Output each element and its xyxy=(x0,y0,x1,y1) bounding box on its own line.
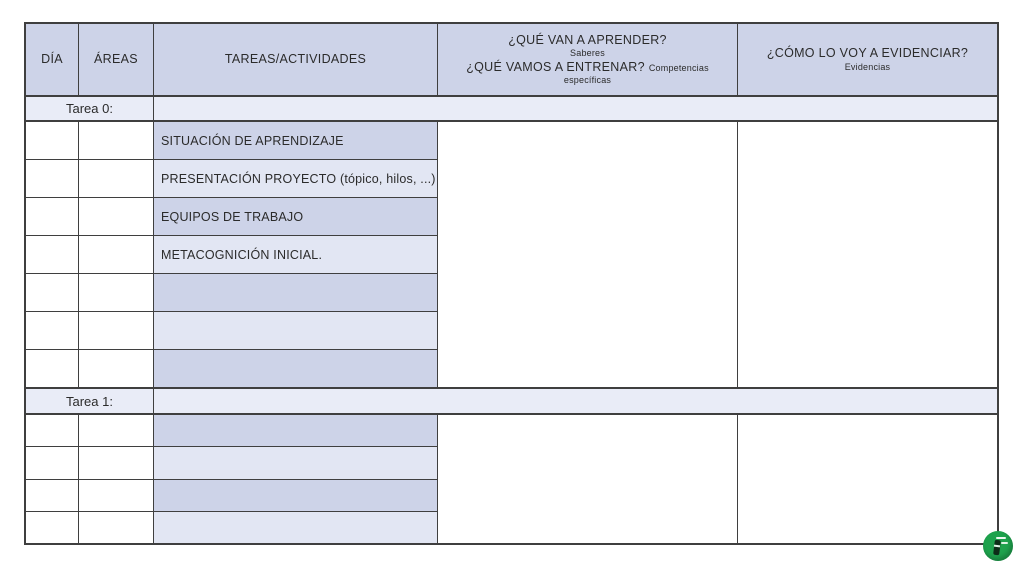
areas-column-cells xyxy=(79,122,154,387)
dia-cell xyxy=(26,415,78,447)
tareas-column-cells xyxy=(154,122,438,387)
entrenar-question: ¿QUÉ VAMOS A ENTRENAR? xyxy=(466,59,645,74)
task-cell xyxy=(154,350,437,387)
marker-pen-icon xyxy=(993,540,1001,556)
dia-column-cells xyxy=(26,122,79,387)
dia-cell xyxy=(26,274,78,312)
aprender-merged-cell xyxy=(438,122,738,387)
column-header-dia xyxy=(26,24,79,95)
dia-cell xyxy=(26,122,78,160)
dia-cell xyxy=(26,350,78,387)
dia-cell xyxy=(26,160,78,198)
section-bar-tarea-1 xyxy=(26,387,997,415)
task-cell xyxy=(154,274,437,312)
task-cell: EQUIPOS DE TRABAJO xyxy=(154,198,437,236)
section-body-tarea-1 xyxy=(26,415,997,543)
section-body-tarea-0 xyxy=(26,122,997,387)
task-cell xyxy=(154,415,437,447)
column-header-tareas-label: TAREAS/ACTIVIDADES xyxy=(224,51,367,66)
task-cell: METACOGNICIÓN INICIAL. xyxy=(154,236,437,274)
section-bar-tarea-0 xyxy=(26,97,997,122)
task-cell: SITUACIÓN DE APRENDIZAJE xyxy=(154,122,437,160)
column-header-tareas xyxy=(154,24,438,95)
column-header-aprender xyxy=(438,24,738,95)
dia-cell xyxy=(26,236,78,274)
aprender-merged-cell xyxy=(438,415,738,543)
task-cell: PRESENTACIÓN PROYECTO (tópico, hilos, ...) xyxy=(154,160,437,198)
column-header-evidenciar xyxy=(738,24,997,95)
dia-cell xyxy=(26,447,78,479)
tareas-column-cells xyxy=(154,415,438,543)
areas-cell xyxy=(79,236,153,274)
entrenar-subtitle-especificas: específicas xyxy=(563,75,612,86)
areas-cell xyxy=(79,415,153,447)
section-bar-tarea-1-empty xyxy=(154,389,997,413)
areas-cell xyxy=(79,160,153,198)
dia-cell xyxy=(26,480,78,512)
column-header-dia-label: DÍA xyxy=(41,51,63,66)
column-header-areas-label: ÁREAS xyxy=(94,51,138,66)
table-header-row xyxy=(26,24,997,97)
evidenciar-merged-cell xyxy=(738,122,997,387)
areas-column-cells xyxy=(79,415,154,543)
column-header-areas xyxy=(79,24,154,95)
logo-text-mark xyxy=(1001,542,1008,544)
section-bar-tarea-0-empty xyxy=(154,97,997,120)
evidenciar-subtitle-evidencias: Evidencias xyxy=(844,61,891,72)
aprender-question: ¿QUÉ VAN A APRENDER? xyxy=(508,32,667,47)
dia-cell xyxy=(26,312,78,350)
areas-cell xyxy=(79,350,153,387)
brand-logo-badge xyxy=(983,531,1013,561)
task-cell xyxy=(154,480,437,512)
section-label-tarea-1: Tarea 1: xyxy=(26,389,154,413)
areas-cell xyxy=(79,198,153,236)
areas-cell xyxy=(79,447,153,479)
areas-cell xyxy=(79,122,153,160)
evidenciar-merged-cell xyxy=(738,415,997,543)
entrenar-subtitle-competencias: Competencias xyxy=(648,62,709,73)
areas-cell xyxy=(79,312,153,350)
dia-cell xyxy=(26,512,78,543)
dia-cell xyxy=(26,198,78,236)
section-label-tarea-0: Tarea 0: xyxy=(26,97,154,120)
planning-table xyxy=(24,22,999,545)
areas-cell xyxy=(79,274,153,312)
task-cell xyxy=(154,512,437,543)
task-cell xyxy=(154,447,437,479)
dia-column-cells xyxy=(26,415,79,543)
aprender-subtitle-saberes: Saberes xyxy=(570,48,605,59)
logo-text-mark xyxy=(996,537,1006,539)
areas-cell xyxy=(79,480,153,512)
evidenciar-question: ¿CÓMO LO VOY A EVIDENCIAR? xyxy=(766,46,969,61)
task-cell xyxy=(154,312,437,350)
areas-cell xyxy=(79,512,153,543)
